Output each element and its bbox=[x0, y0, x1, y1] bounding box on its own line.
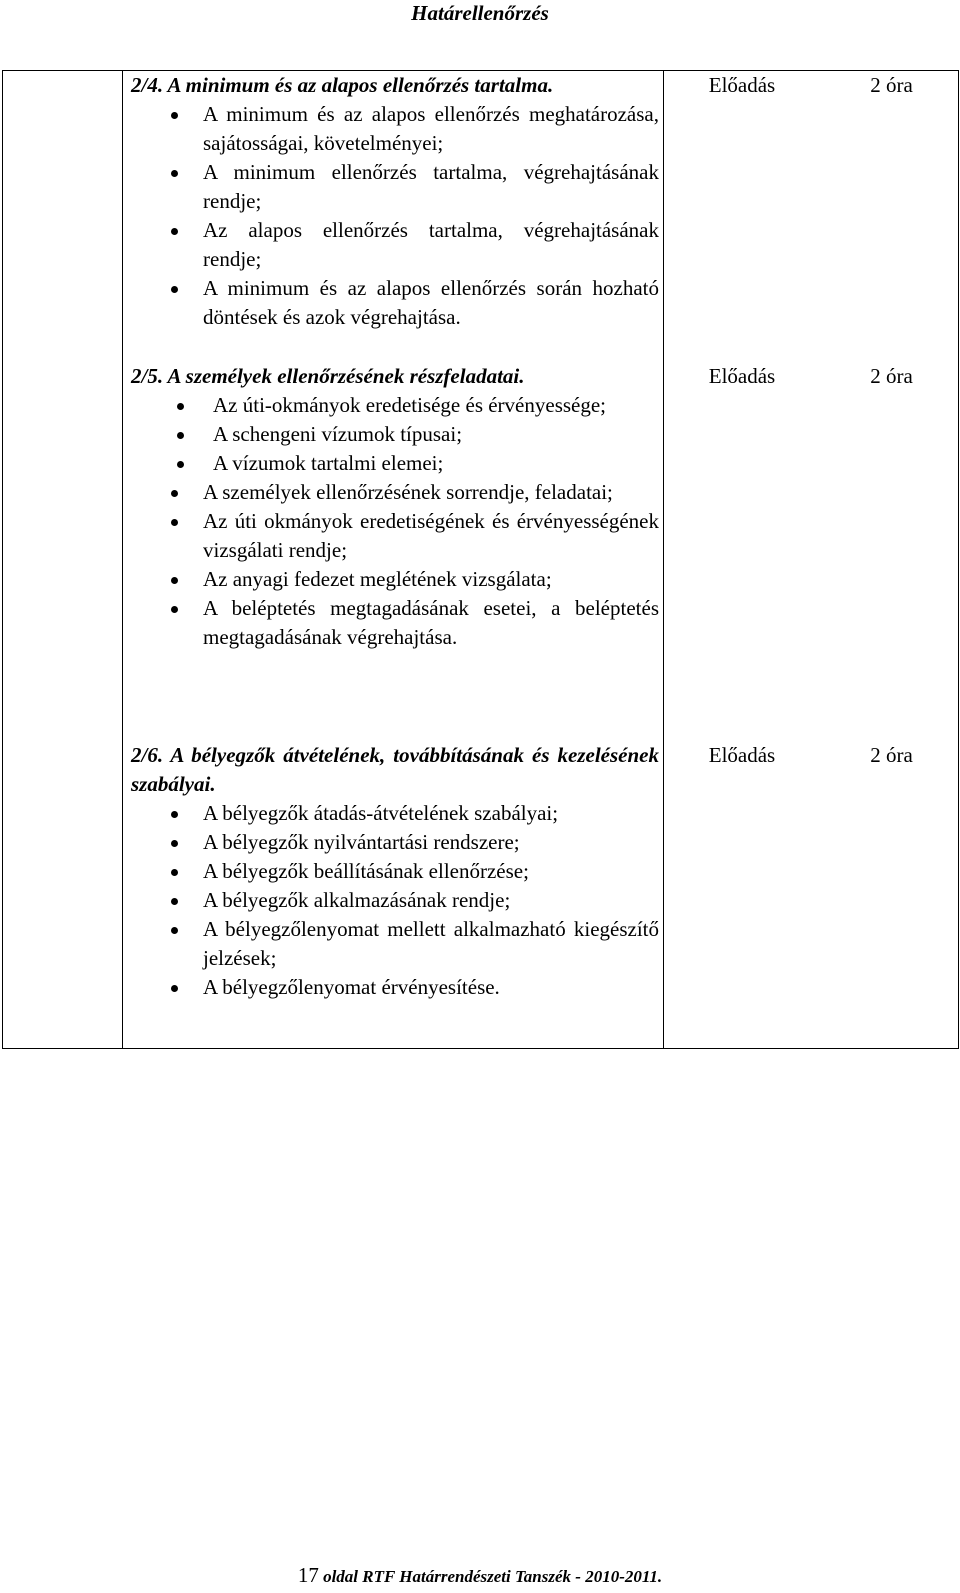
list-item bbox=[131, 973, 659, 1002]
bullet-icon bbox=[171, 519, 178, 526]
bullet-icon bbox=[171, 606, 178, 613]
activity-hours: 2 óra bbox=[870, 364, 913, 388]
bullet-icon bbox=[171, 927, 178, 934]
list-item-text: A személyek ellenőrzésének sorrendje, feladatai; bbox=[203, 480, 613, 504]
list-item bbox=[131, 507, 659, 565]
list-item-text: A minimum és az alapos ellenőrzés meghatározása, sajátosságai, követelményei; bbox=[203, 102, 659, 155]
bullet-icon bbox=[171, 577, 178, 584]
list-item bbox=[131, 158, 659, 216]
bullet-icon bbox=[171, 112, 178, 119]
footer-text: oldal RTF Határrendészeti Tanszék - 2010-2011. bbox=[323, 1567, 663, 1586]
list-item-text: A beléptetés megtagadásának esetei, a beléptetés megtagadásának végrehajtása. bbox=[203, 596, 659, 649]
list-item bbox=[131, 915, 659, 973]
bullet-icon bbox=[171, 286, 178, 293]
list-item bbox=[131, 478, 659, 507]
list-item-text: A bélyegzőlenyomat mellett alkalmazható kiegészítő jelzések; bbox=[203, 917, 659, 970]
list-item-text: A bélyegzőlenyomat érvényesítése. bbox=[203, 975, 500, 999]
list-item bbox=[131, 565, 659, 594]
list-item bbox=[131, 857, 659, 886]
activity-type: Előadás bbox=[708, 364, 776, 388]
list-item-text: Az alapos ellenőrzés tartalma, végrehajtásának rendje; bbox=[203, 218, 659, 271]
list-item-text: A schengeni vízumok típusai; bbox=[213, 422, 463, 446]
list-item bbox=[131, 594, 659, 652]
bullet-icon bbox=[171, 811, 178, 818]
bullet-icon bbox=[171, 490, 178, 497]
list-item-text: A minimum ellenőrzés tartalma, végrehajtásának rendje; bbox=[203, 160, 659, 213]
topic-block-2-5 bbox=[131, 362, 659, 652]
topic-title: 2/4. A minimum és az alapos ellenőrzés tartalma. bbox=[131, 73, 554, 97]
page-footer bbox=[0, 1564, 960, 1588]
bullet-icon bbox=[177, 461, 184, 468]
topic-title: 2/6. A bélyegzők átvételének, továbbításának és kezelésének szabályai. bbox=[131, 743, 659, 796]
list-item bbox=[131, 420, 659, 449]
activity-type: Előadás bbox=[708, 73, 776, 97]
bullet-icon bbox=[171, 228, 178, 235]
bullet-icon bbox=[177, 432, 184, 439]
list-item-text: A minimum és az alapos ellenőrzés során hozható döntések és azok végrehajtása. bbox=[203, 276, 659, 329]
list-item bbox=[131, 391, 659, 420]
topic-item-list bbox=[131, 799, 659, 1002]
list-item bbox=[131, 828, 659, 857]
topic-item-list bbox=[131, 391, 659, 652]
list-item-text: A bélyegzők beállításának ellenőrzése; bbox=[203, 859, 529, 883]
topic-item-list bbox=[131, 100, 659, 332]
activity-hours: 2 óra bbox=[870, 743, 913, 767]
bullet-icon bbox=[171, 840, 178, 847]
curriculum-table bbox=[2, 70, 959, 1049]
list-item-text: Az anyagi fedezet meglétének vizsgálata; bbox=[203, 567, 552, 591]
list-item-text: A bélyegzők nyilvántartási rendszere; bbox=[203, 830, 520, 854]
list-item bbox=[131, 100, 659, 158]
list-item bbox=[131, 216, 659, 274]
bullet-icon bbox=[171, 985, 178, 992]
bullet-icon bbox=[171, 869, 178, 876]
list-item-text: Az úti okmányok eredetiségének és érvényességének vizsgálati rendje; bbox=[203, 509, 659, 562]
page-header-title: Határellenőrzés bbox=[411, 1, 549, 25]
topic-block-2-4 bbox=[131, 71, 659, 332]
list-item-text: A bélyegzők alkalmazásának rendje; bbox=[203, 888, 511, 912]
bullet-icon bbox=[171, 898, 178, 905]
list-item bbox=[131, 449, 659, 478]
activity-hours: 2 óra bbox=[870, 73, 913, 97]
table-column-divider bbox=[663, 71, 664, 1048]
list-item bbox=[131, 886, 659, 915]
list-item-text: A vízumok tartalmi elemei; bbox=[213, 451, 444, 475]
list-item-text: A bélyegzők átadás-átvételének szabályai; bbox=[203, 801, 559, 825]
activity-type: Előadás bbox=[708, 743, 776, 767]
topic-title: 2/5. A személyek ellenőrzésének részfeladatai. bbox=[131, 364, 525, 388]
bullet-icon bbox=[171, 170, 178, 177]
topic-block-2-6 bbox=[131, 741, 659, 1002]
table-column-divider bbox=[122, 71, 123, 1048]
page-number: 17 bbox=[297, 1563, 319, 1587]
list-item-text: Az úti-okmányok eredetisége és érvényessége; bbox=[213, 393, 607, 417]
bullet-icon bbox=[177, 403, 184, 410]
list-item bbox=[131, 799, 659, 828]
list-item bbox=[131, 274, 659, 332]
